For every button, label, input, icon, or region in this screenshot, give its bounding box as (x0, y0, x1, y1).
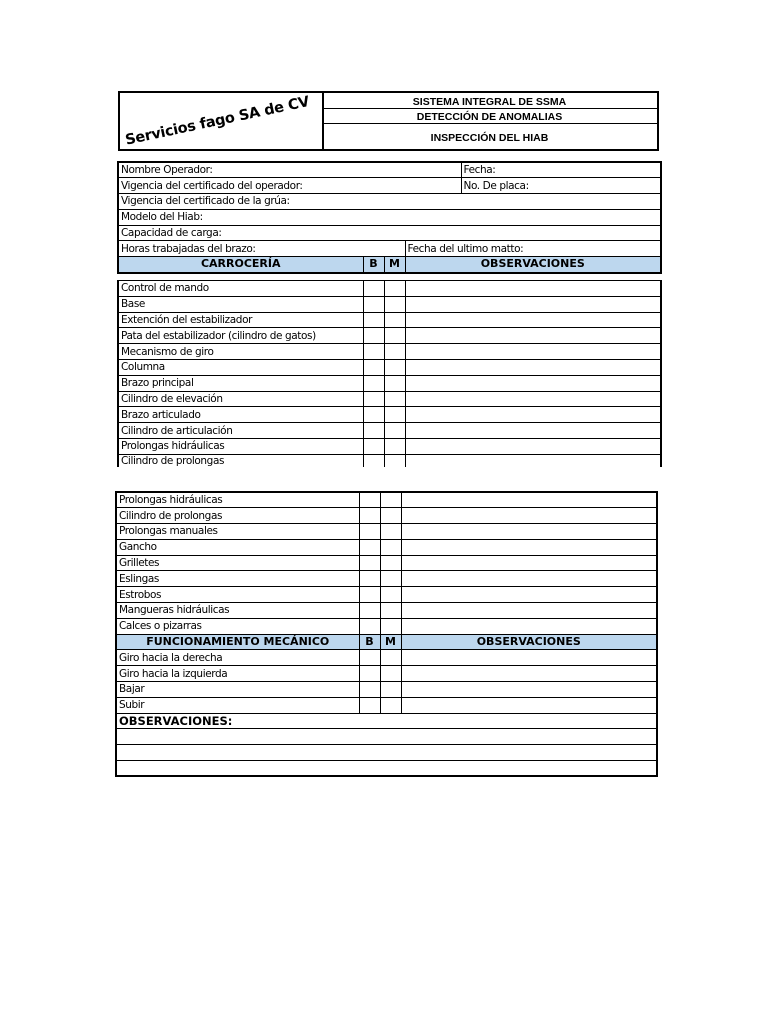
item-label: Control de mando (118, 281, 363, 297)
m-check-cell[interactable] (380, 666, 401, 682)
b-check-cell[interactable] (359, 492, 380, 508)
b-check-cell[interactable] (359, 618, 380, 634)
header-divider (322, 108, 657, 109)
date-field[interactable]: Fecha: (461, 162, 661, 178)
item-label: Cilindro de articulación (118, 423, 363, 439)
item-label: Grilletes (116, 555, 359, 571)
checklist-row (116, 587, 657, 603)
b-check-cell[interactable] (363, 344, 384, 360)
checklist-row (118, 454, 661, 467)
b-check-cell[interactable] (359, 603, 380, 619)
info-row (118, 225, 661, 241)
checklist-row (118, 312, 661, 328)
operator-cert-field[interactable]: Vigencia del certificado del operador: (118, 178, 461, 194)
m-check-cell[interactable] (380, 555, 401, 571)
system-title: SISTEMA INTEGRAL DE SSMA (412, 96, 567, 108)
b-check-cell[interactable] (359, 650, 380, 666)
hours-field[interactable]: Horas trabajadas del brazo: (118, 241, 405, 257)
carroceria-table (117, 280, 662, 467)
checklist-row (118, 407, 661, 423)
item-label: Base (118, 296, 363, 312)
crane-cert-field[interactable]: Vigencia del certificado de la grúa: (118, 194, 661, 210)
observations-cell[interactable] (401, 603, 657, 619)
info-row (118, 162, 661, 178)
b-check-cell[interactable] (363, 391, 384, 407)
checklist-row (116, 492, 657, 508)
section-title: CARROCERÍA (118, 257, 363, 273)
m-check-cell[interactable] (380, 650, 401, 666)
item-label: Bajar (116, 682, 359, 698)
b-check-cell[interactable] (359, 508, 380, 524)
checklist-row (118, 438, 661, 454)
item-label: Brazo articulado (118, 407, 363, 423)
b-check-cell[interactable] (359, 555, 380, 571)
item-label: Mangueras hidráulicas (116, 603, 359, 619)
checklist-row (116, 571, 657, 587)
header-divider (322, 123, 657, 124)
m-check-cell[interactable] (384, 328, 405, 344)
m-check-cell[interactable] (384, 344, 405, 360)
checklist-row (116, 682, 657, 698)
observations-cell[interactable] (405, 328, 661, 344)
last-maintenance-field[interactable]: Fecha del ultimo matto: (405, 241, 661, 257)
observations-line[interactable] (116, 729, 657, 745)
item-label: Subir (116, 697, 359, 713)
observations-cell[interactable] (405, 312, 661, 328)
item-label: Prolongas manuales (116, 524, 359, 540)
col-observations-header: OBSERVACIONES (401, 634, 657, 650)
item-label: Columna (118, 359, 363, 375)
m-check-cell[interactable] (384, 296, 405, 312)
capacity-field[interactable]: Capacidad de carga: (118, 225, 661, 241)
observations-cell[interactable] (401, 492, 657, 508)
m-check-cell[interactable] (380, 539, 401, 555)
m-check-cell[interactable] (380, 697, 401, 713)
observations-cell[interactable] (401, 666, 657, 682)
observations-cell[interactable] (401, 524, 657, 540)
section-header-row (116, 634, 657, 650)
col-observations-header: OBSERVACIONES (405, 257, 661, 273)
observations-cell[interactable] (401, 697, 657, 713)
form-subtitle: DETECCIÓN DE ANOMALIAS (416, 111, 563, 123)
observations-cell[interactable] (405, 375, 661, 391)
checklist-row (118, 391, 661, 407)
observations-blank-line[interactable] (116, 729, 657, 745)
observations-blank-line[interactable] (116, 745, 657, 761)
m-check-cell[interactable] (380, 587, 401, 603)
info-row (118, 209, 661, 225)
item-label: Giro hacia la derecha (116, 650, 359, 666)
observations-cell[interactable] (405, 454, 661, 467)
checklist-row (116, 555, 657, 571)
checklist-row (116, 650, 657, 666)
plate-field[interactable]: No. De placa: (461, 178, 661, 194)
m-check-cell[interactable] (380, 524, 401, 540)
observations-cell[interactable] (401, 571, 657, 587)
checklist-row (118, 328, 661, 344)
info-table (117, 161, 662, 274)
section-header-row (118, 257, 661, 273)
item-label: Brazo principal (118, 375, 363, 391)
operator-name-field[interactable]: Nombre Operador: (118, 162, 461, 178)
checklist-row (116, 618, 657, 634)
info-row (118, 241, 661, 257)
b-check-cell[interactable] (359, 539, 380, 555)
item-label: Pata del estabilizador (cilindro de gatos) (118, 328, 363, 344)
item-label: Cilindro de prolongas (116, 508, 359, 524)
observations-cell[interactable] (401, 587, 657, 603)
m-check-cell[interactable] (384, 423, 405, 439)
observations-cell[interactable] (401, 650, 657, 666)
b-check-cell[interactable] (363, 281, 384, 297)
observations-cell[interactable] (405, 281, 661, 297)
b-check-cell[interactable] (363, 438, 384, 454)
checklist-row (118, 375, 661, 391)
item-label: Gancho (116, 539, 359, 555)
m-check-cell[interactable] (384, 454, 405, 467)
col-m-header: M (380, 634, 401, 650)
item-label: Extención del estabilizador (118, 312, 363, 328)
checklist-row (118, 281, 661, 297)
observations-label-row (116, 713, 657, 729)
b-check-cell[interactable] (359, 587, 380, 603)
observations-line[interactable] (116, 745, 657, 761)
item-label: Calces o pizarras (116, 618, 359, 634)
b-check-cell[interactable] (359, 682, 380, 698)
observations-cell[interactable] (401, 618, 657, 634)
b-check-cell[interactable] (363, 454, 384, 467)
b-check-cell[interactable] (363, 407, 384, 423)
observations-blank-line[interactable] (116, 761, 657, 777)
checklist-row (118, 344, 661, 360)
checklist-row (118, 296, 661, 312)
observations-cell[interactable] (405, 344, 661, 360)
m-check-cell[interactable] (384, 438, 405, 454)
m-check-cell[interactable] (384, 281, 405, 297)
b-check-cell[interactable] (363, 312, 384, 328)
b-check-cell[interactable] (359, 524, 380, 540)
checklist-row (116, 697, 657, 713)
item-label: Mecanismo de giro (118, 344, 363, 360)
observations-cell[interactable] (405, 407, 661, 423)
observations-cell[interactable] (401, 539, 657, 555)
info-row (118, 194, 661, 210)
b-check-cell[interactable] (359, 666, 380, 682)
observations-cell[interactable] (405, 423, 661, 439)
b-check-cell[interactable] (363, 328, 384, 344)
m-check-cell[interactable] (384, 407, 405, 423)
m-check-cell[interactable] (384, 375, 405, 391)
info-row (118, 178, 661, 194)
m-check-cell[interactable] (384, 359, 405, 375)
m-check-cell[interactable] (380, 508, 401, 524)
form-title: INSPECCIÓN DEL HIAB (430, 132, 549, 144)
item-label: Eslingas (116, 571, 359, 587)
col-m-header: M (384, 257, 405, 273)
m-check-cell[interactable] (384, 312, 405, 328)
inspection-table-continued (115, 491, 658, 777)
company-logo (120, 93, 324, 149)
m-check-cell[interactable] (380, 603, 401, 619)
m-check-cell[interactable] (380, 571, 401, 587)
checklist-row (116, 524, 657, 540)
observations-label: OBSERVACIONES: (116, 713, 657, 729)
m-check-cell[interactable] (380, 682, 401, 698)
logo-text: Servicios fago SA de CV (124, 94, 311, 149)
observations-cell[interactable] (405, 359, 661, 375)
col-b-header: B (363, 257, 384, 273)
checklist-row (116, 508, 657, 524)
checklist-row (116, 603, 657, 619)
b-check-cell[interactable] (363, 296, 384, 312)
item-label: Prolongas hidráulicas (118, 438, 363, 454)
m-check-cell[interactable] (384, 391, 405, 407)
observations-cell[interactable] (405, 438, 661, 454)
b-check-cell[interactable] (359, 697, 380, 713)
checklist-row (116, 666, 657, 682)
b-check-cell[interactable] (363, 423, 384, 439)
observations-cell[interactable] (401, 508, 657, 524)
model-field[interactable]: Modelo del Hiab: (118, 209, 661, 225)
section-title: FUNCIONAMIENTO MECÁNICO (116, 634, 359, 650)
observations-cell[interactable] (401, 555, 657, 571)
form-header (118, 91, 659, 151)
b-check-cell[interactable] (359, 571, 380, 587)
b-check-cell[interactable] (363, 375, 384, 391)
checklist-row (116, 539, 657, 555)
item-label: Prolongas hidráulicas (116, 492, 359, 508)
checklist-row (118, 359, 661, 375)
m-check-cell[interactable] (380, 618, 401, 634)
b-check-cell[interactable] (363, 359, 384, 375)
checklist-row (118, 423, 661, 439)
m-check-cell[interactable] (380, 492, 401, 508)
col-b-header: B (359, 634, 380, 650)
item-label: Cilindro de elevación (118, 391, 363, 407)
observations-cell[interactable] (401, 682, 657, 698)
item-label: Cilindro de prolongas (118, 454, 363, 467)
item-label: Estrobos (116, 587, 359, 603)
observations-cell[interactable] (405, 296, 661, 312)
observations-cell[interactable] (405, 391, 661, 407)
item-label: Giro hacia la izquierda (116, 666, 359, 682)
observations-line[interactable] (116, 761, 657, 777)
